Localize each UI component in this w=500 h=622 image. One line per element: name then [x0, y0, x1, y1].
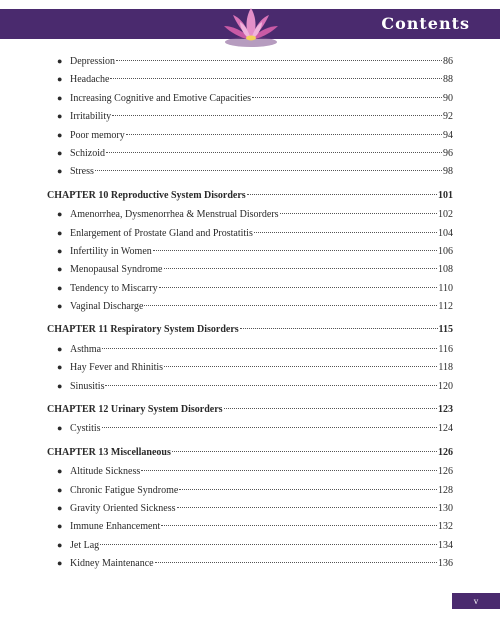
toc-item-row[interactable] [47, 536, 453, 554]
toc-page-number: 120 [438, 380, 453, 392]
toc-item-row[interactable] [47, 358, 453, 376]
toc-item-row[interactable] [47, 279, 453, 297]
dot-leader [112, 114, 442, 116]
toc-page-number: 118 [438, 362, 453, 374]
toc-page-number: 110 [438, 282, 453, 294]
toc-item-row[interactable] [47, 377, 453, 395]
toc-page-number: 86 [443, 56, 453, 67]
bullet-icon: ● [57, 484, 63, 495]
toc-label: Jet Lag [70, 539, 100, 551]
toc-page-number: 90 [443, 92, 453, 104]
toc-label: CHAPTER 10 Reproductive System Disorders [47, 189, 246, 201]
dot-leader [102, 347, 437, 349]
toc-page-number: 128 [438, 484, 453, 496]
bullet-icon: ● [57, 129, 63, 140]
toc-page-number: 124 [438, 423, 453, 435]
bullet-icon: ● [57, 423, 63, 434]
bullet-icon: ● [57, 92, 63, 103]
page-number-badge [452, 593, 500, 609]
table-of-contents [47, 52, 453, 573]
dot-leader [105, 384, 437, 386]
toc-page-number: 115 [438, 324, 453, 336]
toc-label: Asthma [70, 343, 102, 355]
bullet-icon: ● [57, 466, 63, 477]
dot-leader [224, 407, 437, 409]
bullet-icon: ● [57, 362, 63, 373]
toc-item-row[interactable] [47, 481, 453, 499]
toc-item-row[interactable] [47, 297, 453, 315]
page-number: v [473, 596, 479, 606]
toc-page-number: 134 [438, 539, 453, 551]
toc-label: Increasing Cognitive and Emotive Capacities [70, 92, 252, 104]
toc-label: CHAPTER 12 Urinary System Disorders [47, 404, 223, 416]
toc-label: Cystitis [70, 423, 101, 435]
toc-item-row[interactable] [47, 70, 453, 88]
dot-leader [141, 469, 437, 471]
toc-page-number: 132 [438, 521, 453, 533]
toc-label: Gravity Oriented Sickness [70, 502, 176, 514]
bullet-icon: ● [57, 227, 63, 238]
toc-page-number: 94 [443, 129, 453, 141]
toc-page-number: 126 [438, 466, 453, 478]
bullet-icon: ● [57, 74, 63, 85]
toc-item-row[interactable] [47, 126, 453, 144]
toc-page-number: 98 [443, 166, 453, 178]
toc-page-number: 116 [438, 343, 453, 355]
toc-page-number: 130 [438, 502, 453, 514]
dot-leader [126, 133, 442, 135]
toc-label: Vaginal Discharge [70, 301, 144, 313]
bullet-icon: ● [57, 380, 63, 391]
toc-page-number: 104 [438, 227, 453, 239]
dot-leader [177, 506, 437, 508]
dot-leader [252, 96, 442, 98]
toc-page-number: 101 [438, 189, 453, 201]
toc-item-row[interactable] [47, 89, 453, 107]
toc-item-row[interactable] [47, 462, 453, 480]
page-title: Contents [381, 14, 470, 33]
dot-leader [164, 365, 437, 367]
toc-item-row[interactable] [47, 162, 453, 180]
dot-leader [164, 267, 438, 269]
bullet-icon: ● [57, 245, 63, 256]
toc-label: Depression [70, 56, 115, 67]
toc-item-row[interactable] [47, 419, 453, 437]
bullet-icon: ● [57, 147, 63, 158]
toc-chapter-row[interactable] [47, 321, 453, 339]
bullet-icon: ● [57, 282, 63, 293]
bullet-icon: ● [57, 343, 63, 354]
toc-label: Chronic Fatigue Syndrome [70, 484, 179, 496]
toc-page-number: 92 [443, 111, 453, 123]
dot-leader [110, 77, 442, 79]
bullet-icon: ● [57, 264, 63, 275]
toc-page-number: 106 [438, 245, 453, 257]
toc-item-row[interactable] [47, 205, 453, 223]
bullet-icon: ● [57, 301, 63, 312]
dot-leader [161, 524, 437, 526]
dot-leader [240, 327, 438, 329]
bullet-icon: ● [57, 558, 63, 569]
dot-leader [247, 193, 437, 195]
toc-label: Kidney Maintenance [70, 558, 154, 570]
toc-item-row[interactable] [47, 224, 453, 242]
toc-page-number: 123 [438, 404, 453, 416]
bullet-icon: ● [57, 166, 63, 177]
toc-page-number: 126 [438, 446, 453, 458]
toc-label: Enlargement of Prostate Gland and Prostatitis [70, 227, 253, 239]
toc-chapter-row[interactable] [47, 444, 453, 462]
toc-label: Immune Enhancement [70, 521, 161, 533]
toc-chapter-row[interactable] [47, 187, 453, 205]
toc-item-row[interactable] [47, 499, 453, 517]
toc-item-row[interactable] [47, 242, 453, 260]
toc-item-row[interactable] [47, 554, 453, 572]
dot-leader [100, 543, 437, 545]
dot-leader [102, 426, 437, 428]
dot-leader [280, 212, 437, 214]
toc-label: Altitude Sickness [70, 466, 141, 478]
dot-leader [179, 488, 437, 490]
bullet-icon: ● [57, 521, 63, 532]
toc-page-number: 88 [443, 74, 453, 86]
bullet-icon: ● [57, 209, 63, 220]
toc-label: Headache [70, 74, 110, 86]
toc-label: Schizoid [70, 147, 105, 159]
toc-label: CHAPTER 11 Respiratory System Disorders [47, 324, 239, 336]
dot-leader [95, 169, 442, 171]
toc-item-row[interactable] [47, 517, 453, 535]
dot-leader [116, 59, 442, 61]
toc-page-number: 96 [443, 147, 453, 159]
dot-leader [254, 231, 437, 233]
toc-item-row[interactable] [47, 52, 453, 70]
toc-page-number: 112 [438, 301, 453, 313]
toc-label: Stress [70, 166, 94, 178]
toc-label: Hay Fever and Rhinitis [70, 362, 164, 374]
lotus-flower-icon [218, 2, 284, 52]
toc-label: Irritability [70, 111, 112, 123]
toc-label: CHAPTER 13 Miscellaneous [47, 446, 171, 458]
dot-leader [106, 151, 442, 153]
dot-leader [153, 249, 437, 251]
dot-leader [144, 304, 437, 306]
toc-label: Tendency to Miscarry [70, 282, 158, 294]
dot-leader [155, 561, 437, 563]
toc-page-number: 136 [438, 558, 453, 570]
toc-item-row[interactable] [47, 260, 453, 278]
toc-page-number: 102 [438, 209, 453, 221]
toc-label: Menopausal Syndrome [70, 264, 163, 276]
bullet-icon: ● [57, 502, 63, 513]
toc-page-number: 108 [438, 264, 453, 276]
toc-item-row[interactable] [47, 107, 453, 125]
bullet-icon: ● [57, 539, 63, 550]
toc-item-row[interactable] [47, 144, 453, 162]
toc-label: Poor memory [70, 129, 125, 141]
toc-label: Sinusitis [70, 380, 105, 392]
toc-label: Infertility in Women [70, 245, 152, 257]
toc-item-row[interactable] [47, 340, 453, 358]
bullet-icon: ● [57, 56, 63, 66]
toc-chapter-row[interactable] [47, 401, 453, 419]
bullet-icon: ● [57, 111, 63, 122]
dot-leader [159, 286, 438, 288]
toc-label: Amenorrhea, Dysmenorrhea & Menstrual Disorders [70, 209, 279, 221]
dot-leader [172, 450, 437, 452]
